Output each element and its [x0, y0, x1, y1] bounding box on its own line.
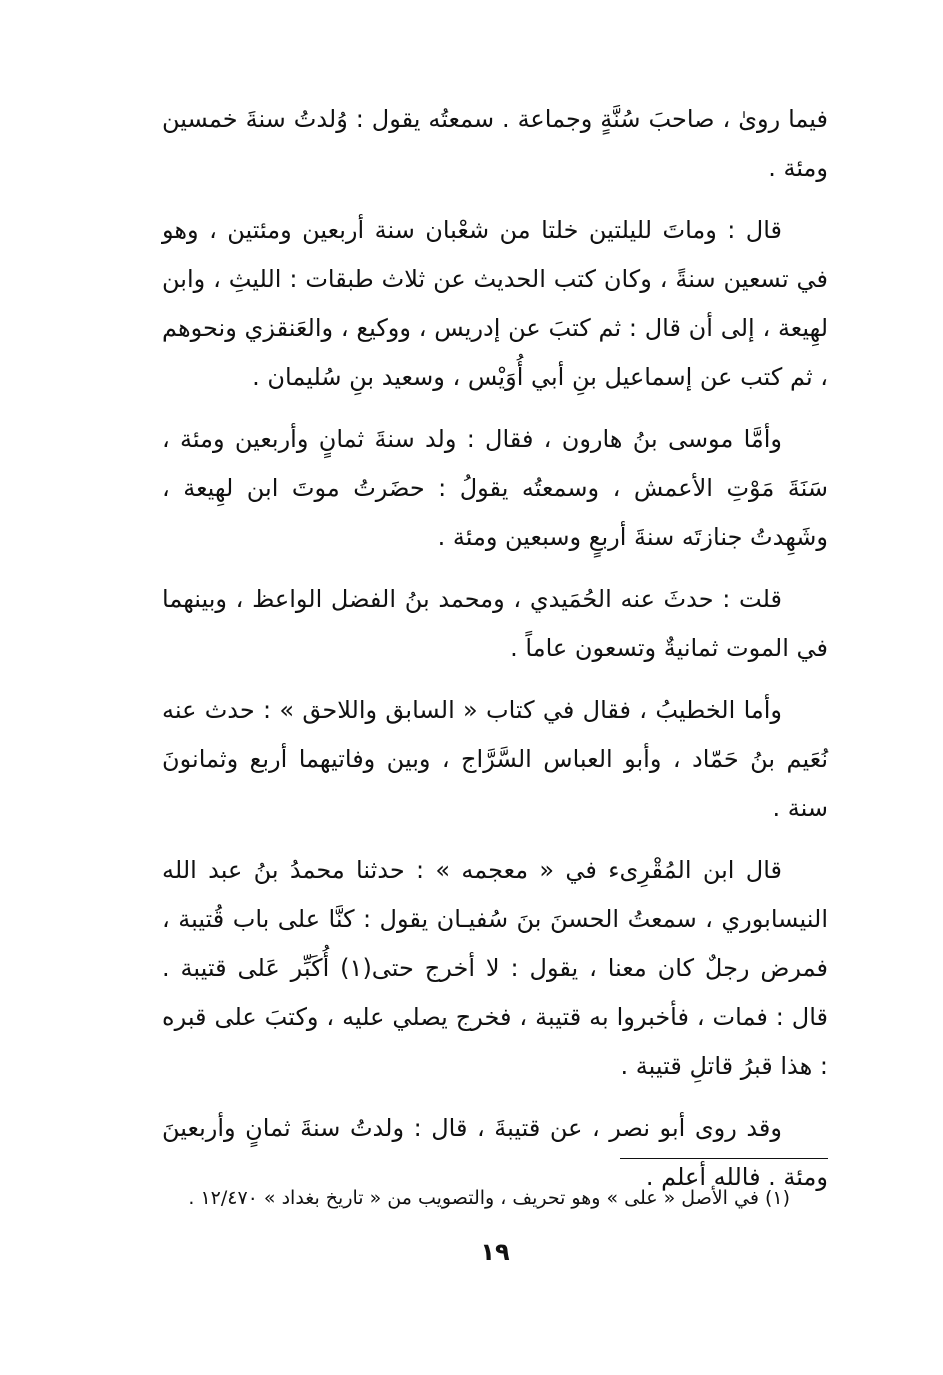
footnote-divider — [620, 1158, 828, 1159]
footnote: (١) في الأصل « على » وهو تحريف ، والتصويب من « تاريخ بغداد » ١٢/٤٧٠ . — [188, 1187, 790, 1209]
paragraph-2: قال : وماتَ لليلتين خلتا من شعْبان سنة أربعين ومئتين ، وهو في تسعين سنةً ، وكان كتب الحديث عن ثلاث طبقات : الليثِ ، وابن لهِيعة ، إلى أن قال : ثم كتبَ عن إدريس ، ووكيع ، والعَنقزي ونحوهم ، ثم كتب عن إسماعيل بنِ أبي أُوَيْس ، وسعيد بنِ سُليمان . — [162, 216, 828, 391]
paragraph-5: وأما الخطيبُ ، فقال في كتاب « السابق واللاحق » : حدث عنه نُعَيم بنُ حَمّاد ، وأبو العباس السَّرَّاج ، وبين وفاتيهما أربع وثمانونَ سنة . — [162, 696, 828, 822]
paragraph-4: قلت : حدثَ عنه الحُمَيدي ، ومحمد بنُ الفضل الواعظ ، وبينهما في الموت ثمانيةٌ وتسعون عاماً . — [162, 585, 828, 662]
page-number: ١٩ — [480, 1238, 510, 1266]
main-text — [162, 95, 828, 1215]
paragraph-7: وقد روى أبو نصر ، عن قتيبةَ ، قال : ولدتُ سنةَ ثمانٍ وأربعينَ ومئة . فالله أعلم . — [162, 1114, 828, 1191]
paragraph-1: فيما روىٰ ، صاحبَ سُنَّةٍ وجماعة . سمعتُه يقول : وُلدتُ سنةَ خمسين ومئة . — [162, 105, 828, 182]
paragraph-3: وأمَّا موسى بنُ هارون ، فقال : ولد سنةَ ثمانٍ وأربعين ومئة ، سَنَةَ مَوْتِ الأعمش ، وسمعتُه يقولُ : حضَرتُ موتَ ابن لهِيعة ، وشَهِدتُ جنازتَه سنةَ أربعٍ وسبعين ومئة . — [162, 425, 828, 551]
paragraph-6: قال ابن المُقْرِىء في « معجمه » : حدثنا محمدُ بنُ عبد الله النيسابوري ، سمعتُ الحسنَ بنَ سُفيـان يقول : كنَّا على باب قُتيبة ، فمرض رجلٌ كان معنا ، يقول : لا أخرج حتى(١) أُكَبِّر عَلى قتيبة . قال : فمات ، فأخبروا به قتيبة ، فخرج يصلي عليه ، وكتبَ على قبره : هذا قبرُ قاتلِ قتيبة . — [162, 856, 829, 1080]
